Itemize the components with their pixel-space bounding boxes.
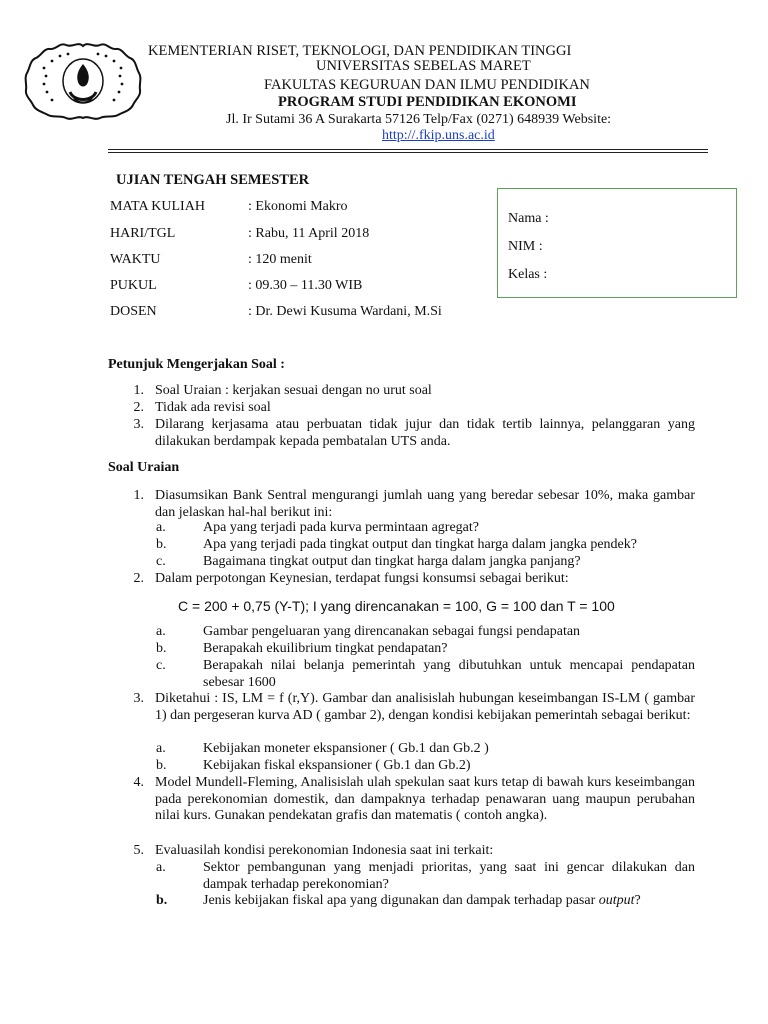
- sub-marker: b.: [156, 893, 168, 908]
- question-2a-text: Gambar pengeluaran yang direncanakan sebagai fungsi pendapatan: [203, 624, 581, 639]
- class-field-label[interactable]: Kelas :: [508, 267, 548, 282]
- ministry-name: KEMENTERIAN RISET, TEKNOLOGI, DAN PENDIDIKAN TINGGI: [148, 43, 572, 59]
- question-5-text: Evaluasilah kondisi perekonomian Indonesia saat ini terkait:: [155, 843, 494, 858]
- question-number: 4.: [133, 775, 144, 790]
- question-5b-emphasis: output: [598, 893, 635, 908]
- name-field-label[interactable]: Nama :: [508, 211, 549, 226]
- sub-marker: c.: [156, 554, 166, 569]
- instruction-number: 3.: [133, 417, 144, 432]
- question-1-text: Diasumsikan Bank Sentral mengurangi jumlah uang yang beredar sebesar 10%, maka gambar dan jelaskan hal-hal berikut ini:: [155, 488, 695, 520]
- exam-title: UJIAN TENGAH SEMESTER: [116, 172, 310, 188]
- question-1c-text: Bagaimana tingkat output dan tingkat harga dalam jangka panjang?: [203, 554, 581, 569]
- question-3-text: Diketahui : IS, LM = f (r,Y). Gambar dan analisislah hubungan keseimbangan IS-LM ( gambar 1) dan pergeseran kurva AD ( gambar 2), dengan kondisi kebijakan pemerintah sebagai berikut:: [155, 691, 695, 723]
- nim-field-label[interactable]: NIM :: [508, 239, 543, 254]
- question-number: 2.: [133, 571, 144, 586]
- info-label-date: HARI/TGL: [110, 226, 176, 241]
- sub-marker: a.: [156, 520, 166, 535]
- sub-marker: b.: [156, 537, 167, 552]
- question-5a-text: Sektor pembangunan yang menjadi prioritas, yang saat ini gencar dilakukan dan dampak terhadap perekonomian?: [203, 860, 695, 892]
- header-rule-thin: [108, 152, 708, 153]
- info-value-course: : Ekonomi Makro: [248, 199, 348, 214]
- question-5b-text: [203, 893, 695, 910]
- question-number: 3.: [133, 691, 144, 706]
- info-value-lecturer: : Dr. Dewi Kusuma Wardani, M.Si: [248, 304, 442, 319]
- question-2c-text: Berapakah nilai belanja pemerintah yang dibutuhkan untuk mencapai pendapatan sebesar 1600: [203, 658, 695, 690]
- instruction-number: 1.: [133, 383, 144, 398]
- program-name: PROGRAM STUDI PENDIDIKAN EKONOMI: [278, 94, 577, 110]
- consumption-equation: C = 200 + 0,75 (Y-T); I yang direncanakan = 100, G = 100 dan T = 100: [178, 598, 615, 614]
- header-rule: [108, 149, 708, 150]
- website-link[interactable]: http://.fkip.uns.ac.id: [382, 128, 495, 143]
- question-3a-text: Kebijakan moneter ekspansioner ( Gb.1 dan Gb.2 ): [203, 741, 489, 756]
- question-2b-text: Berapakah ekuilibrium tingkat pendapatan?: [203, 641, 448, 656]
- info-label-time: PUKUL: [110, 278, 157, 293]
- faculty-name: FAKULTAS KEGURUAN DAN ILMU PENDIDIKAN: [264, 77, 590, 93]
- sub-marker: b.: [156, 758, 167, 773]
- question-number: 1.: [133, 488, 144, 503]
- address-line: Jl. Ir Sutami 36 A Surakarta 57126 Telp/Fax (0271) 648939 Website:: [226, 112, 612, 127]
- sub-marker: a.: [156, 860, 166, 875]
- university-logo: [22, 40, 144, 122]
- instruction-number: 2.: [133, 400, 144, 415]
- question-5b-tail: ?: [634, 893, 641, 908]
- essay-section-title: Soal Uraian: [108, 460, 180, 475]
- question-number: 5.: [133, 843, 144, 858]
- university-name: UNIVERSITAS SEBELAS MARET: [316, 58, 531, 74]
- info-value-time: : 09.30 – 11.30 WIB: [248, 278, 363, 293]
- instruction-item: Tidak ada revisi soal: [155, 400, 271, 415]
- info-value-duration: : 120 menit: [248, 252, 312, 267]
- student-identity-box: [497, 188, 737, 298]
- sub-marker: b.: [156, 641, 167, 656]
- info-label-lecturer: DOSEN: [110, 304, 157, 319]
- question-3b-text: Kebijakan fiskal ekspansioner ( Gb.1 dan Gb.2): [203, 758, 471, 773]
- instruction-item: Soal Uraian : kerjakan sesuai dengan no urut soal: [155, 383, 432, 398]
- instructions-title: Petunjuk Mengerjakan Soal :: [108, 357, 285, 372]
- question-1a-text: Apa yang terjadi pada kurva permintaan agregat?: [203, 520, 479, 535]
- sub-marker: c.: [156, 658, 166, 673]
- info-value-date: : Rabu, 11 April 2018: [248, 226, 370, 241]
- question-1b-text: Apa yang terjadi pada tingkat output dan tingkat harga dalam jangka pendek?: [203, 537, 637, 552]
- info-label-course: MATA KULIAH: [110, 199, 205, 214]
- website-link-wrap: [382, 128, 495, 144]
- sub-marker: a.: [156, 624, 166, 639]
- info-label-duration: WAKTU: [110, 252, 161, 267]
- sub-marker: a.: [156, 741, 166, 756]
- question-2-text: Dalam perpotongan Keynesian, terdapat fungsi konsumsi sebagai berikut:: [155, 571, 569, 586]
- question-4-text: Model Mundell-Fleming, Analisislah ulah spekulan saat kurs tetap di bawah kurs keseimbangan pada perekonomian domestik, dan dampaknya terhadap penawaran uang maupun perubahan nilai kurs. Gunakan pendekatan grafis dan matematis ( contoh angka).: [155, 775, 695, 823]
- instruction-item: Dilarang kerjasama atau perbuatan tidak jujur dan tidak tertib lainnya, pelanggaran yang dilakukan berdampak kepada pembatalan UTS anda.: [155, 417, 695, 449]
- question-5b-lead: Jenis kebijakan fiskal apa yang digunakan dan dampak terhadap pasar: [203, 893, 599, 908]
